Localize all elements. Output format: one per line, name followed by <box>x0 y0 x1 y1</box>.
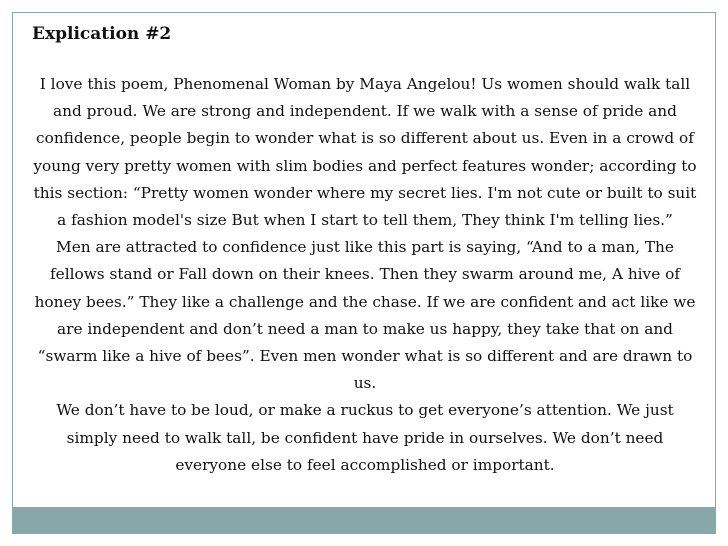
slide-title: Explication #2 <box>32 24 172 44</box>
slide-frame <box>12 12 716 534</box>
paragraph-3: We don’t have to be loud, or make a ruckus to get everyone’s attention. We just simply need to walk tall, be confident have pride in ourselves. We don’t need everyone else to feel accomplished or important. <box>56 401 674 474</box>
footer-bar <box>13 507 715 533</box>
paragraph-2: Men are attracted to confidence just like this part is saying, “And to a man, The fellows stand or Fall down on their knees. Then they swarm around me, A hive of honey bees.” They like a challenge and the chase. If we are confident and act like we are independent and don’t need a man to make us happy, they take that on and “swarm like a hive of bees”. Even men wonder what is so different and are drawn to us. <box>34 238 696 393</box>
paragraph-1: I love this poem, Phenomenal Woman by Maya Angelou! Us women should walk tall and proud. We are strong and independent. If we walk with a sense of pride and confidence, people begin to wonder what is so different about us. Even in a crowd of young very pretty women with slim bodies and perfect features wonder; according to this section: “Pretty women wonder where my secret lies. I'm not cute or built to suit a fashion model's size But when I start to tell them, They think I'm telling lies.” <box>33 75 697 230</box>
slide-body <box>29 71 701 479</box>
